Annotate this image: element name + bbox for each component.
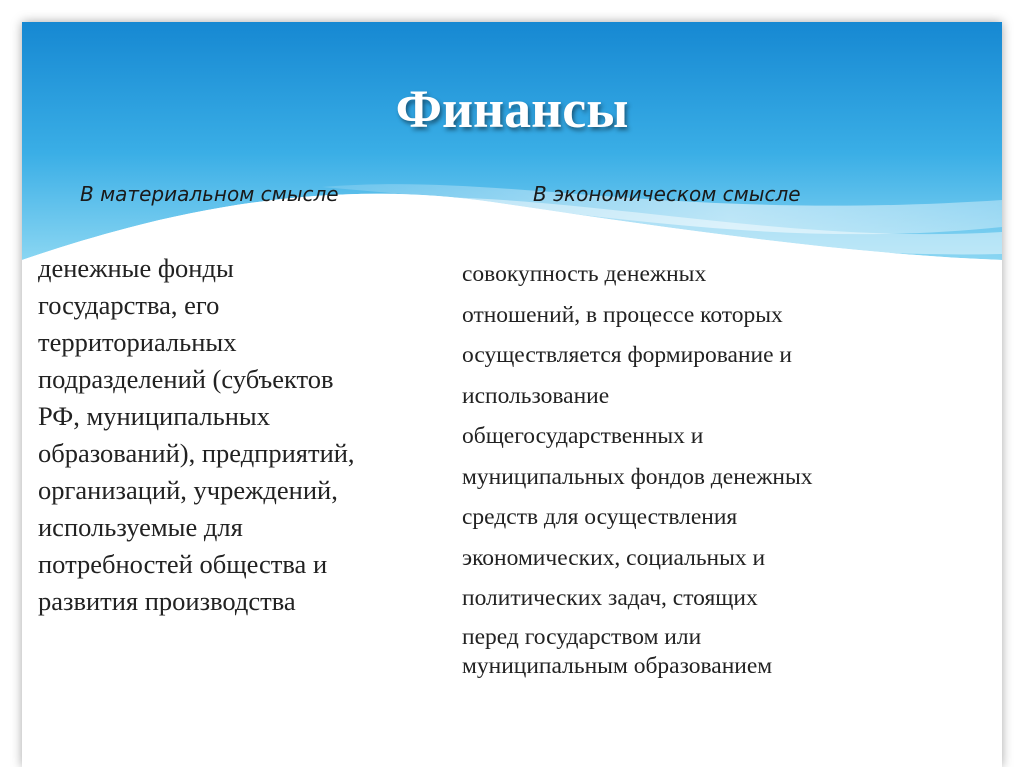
definition-material: [38, 250, 458, 620]
text-line: территориальных: [38, 327, 237, 357]
text-line: отношений, в процессе которых: [462, 301, 783, 328]
slide: [22, 22, 1002, 767]
text-line: подразделений (субъектов: [38, 364, 334, 394]
text-line: использование: [462, 382, 610, 409]
column-heading-economic: В экономическом смысле: [533, 182, 801, 206]
text-line: муниципальным образованием: [462, 652, 773, 679]
text-line: осуществляется формирование и: [462, 342, 793, 368]
text-line: потребностей общества и: [38, 549, 328, 579]
text-line: перед государством или: [462, 623, 702, 650]
text-line: организаций, учреждений,: [38, 475, 338, 505]
text-line: муниципальных фондов денежных: [462, 463, 813, 490]
definition-economic: [462, 254, 982, 681]
text-line: экономических, социальных и: [462, 544, 766, 571]
text-line: совокупность денежных: [462, 261, 707, 287]
text-line: образований), предприятий,: [38, 438, 355, 468]
text-line: используемые для: [38, 512, 243, 542]
text-line: развития производства: [38, 586, 296, 616]
text-line: денежные фонды: [38, 253, 234, 283]
column-heading-material: В материальном смысле: [80, 182, 339, 206]
text-line: средств для осуществления: [462, 504, 738, 530]
page-title: Финансы: [395, 79, 629, 139]
text-line: политических задач, стоящих: [462, 585, 758, 611]
text-line: РФ, муниципальных: [38, 401, 270, 431]
text-line: общегосударственных и: [462, 423, 704, 449]
text-line: государства, его: [38, 290, 220, 320]
